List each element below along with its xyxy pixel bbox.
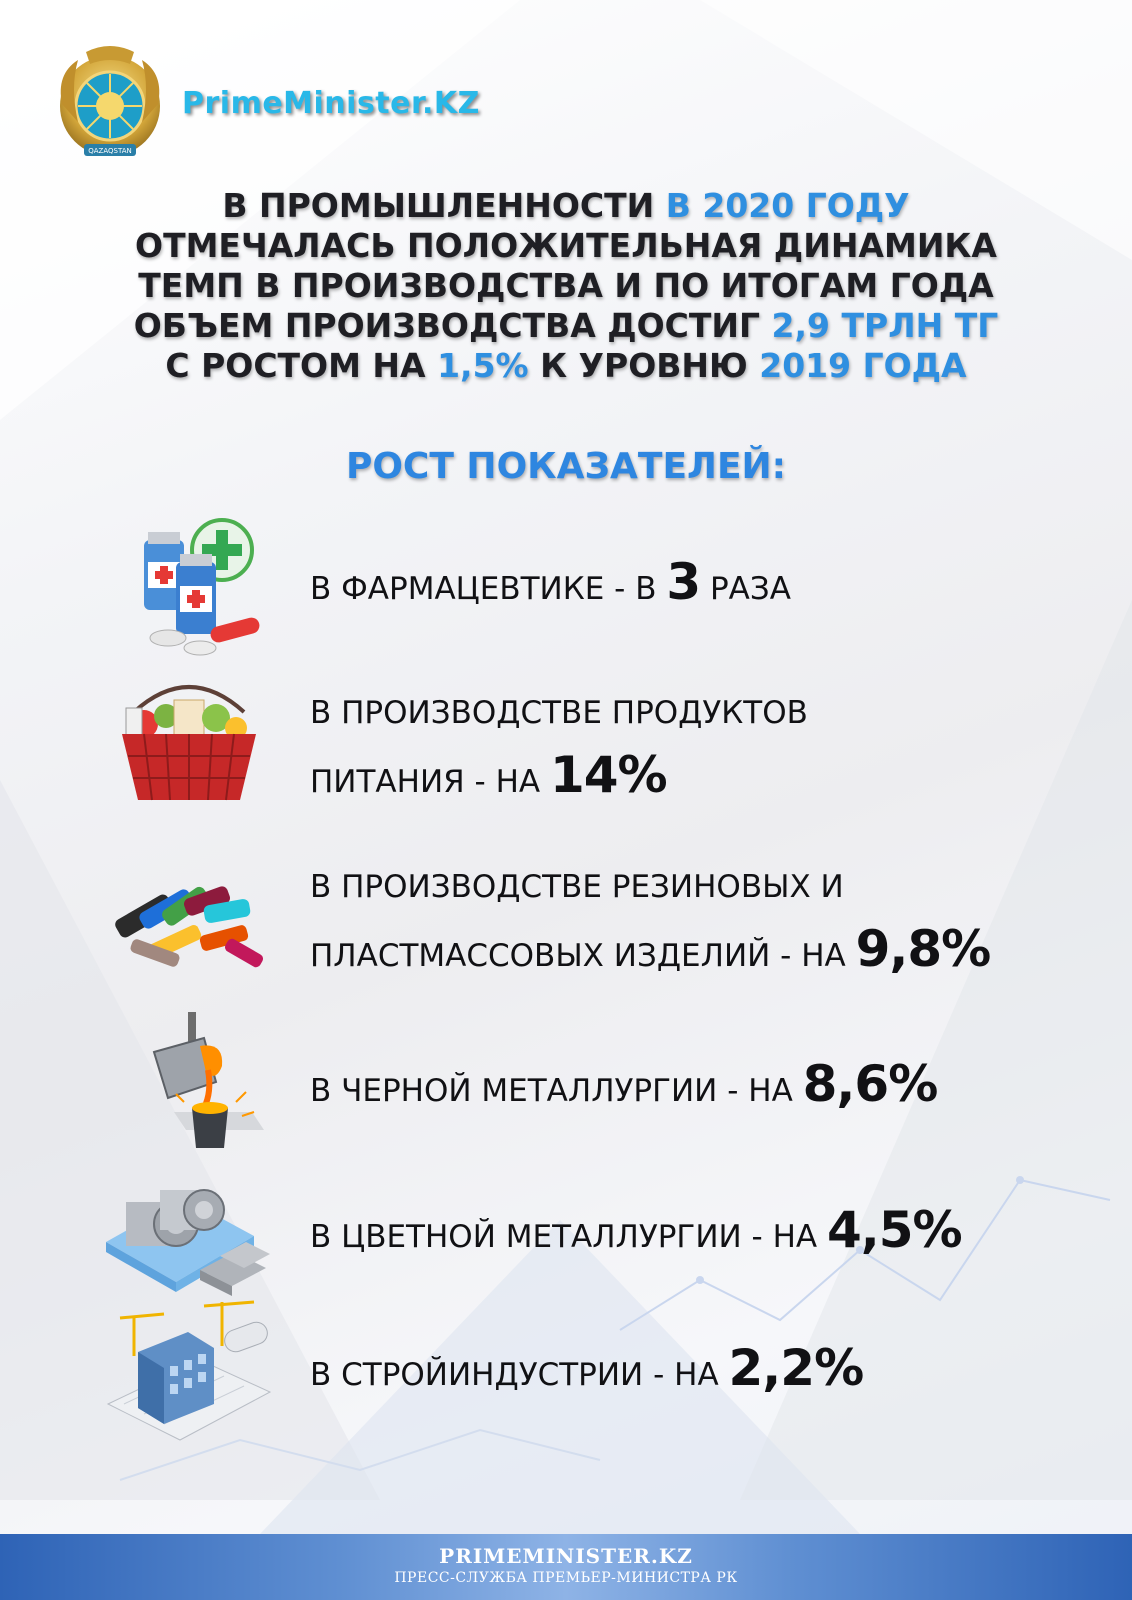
headline-text: ТЕМП В ПРОИЗВОДСТВА И ПО ИТОГАМ ГОДА [138,266,994,305]
headline-highlight: 2,9 ТРЛН ТГ [771,306,999,345]
headline [0,186,1132,386]
indicator-ferrous-metallurgy [104,1012,1094,1162]
steel-ladle-icon [104,1012,274,1162]
headline-text: С РОСТОМ НА [165,346,438,385]
indicator-label: В ЧЕРНОЙ МЕТАЛЛУРГИИ - НА [310,1072,803,1109]
indicator-value: 2,2% [728,1338,864,1397]
headline-text: ОТМЕЧАЛАСЬ ПОЛОЖИТЕЛЬНАЯ ДИНАМИКА [135,226,997,265]
indicator-label: ПИТАНИЯ - НА [310,763,550,800]
indicator-label: В ФАРМАЦЕВТИКЕ - В [310,570,667,607]
construction-blueprint-icon [104,1296,274,1446]
indicator-value: 8,6% [802,1054,938,1113]
headline-highlight: 1,5% [437,346,529,385]
footer-site[interactable]: PRIMEMINISTER.KZ [439,1544,693,1568]
indicator-label: В ПРОИЗВОДСТВЕ ПРОДУКТОВ [310,694,808,731]
indicator-value: 9,8% [855,919,991,978]
kazakhstan-emblem-icon [56,44,164,168]
indicator-value: 3 [666,552,701,611]
headline-highlight: В 2020 ГОДУ [665,186,910,225]
pharmacy-icon [104,510,274,660]
headline-text: К УРОВНЮ [528,346,760,385]
headline-text: ОБЪЕМ ПРОИЗВОДСТВА ДОСТИГ [133,306,772,345]
headline-highlight: 2019 ГОДА [759,346,967,385]
indicator-pharmacy [104,510,1094,660]
footer-caption: ПРЕСС-СЛУЖБА ПРЕМЬЕР-МИНИСТРА РК [394,1570,738,1586]
headline-text: В ПРОМЫШЛЕННОСТИ [222,186,666,225]
indicator-label: В СТРОЙИНДУСТРИИ - НА [310,1356,729,1393]
metal-rolls-ingots-icon [104,1158,274,1308]
indicator-rubber-plastics [104,846,1094,996]
indicator-value: 4,5% [826,1200,962,1259]
footer-banner [0,1534,1132,1600]
grocery-basket-icon [104,672,274,822]
indicator-label: В ЦВЕТНОЙ МЕТАЛЛУРГИИ - НА [310,1218,827,1255]
indicator-construction [104,1296,1094,1446]
indicator-label: В ПРОИЗВОДСТВЕ РЕЗИНОВЫХ И [310,868,844,905]
indicator-label: ПЛАСТМАССОВЫХ ИЗДЕЛИЙ - НА [310,937,856,974]
indicator-nonferrous-metallurgy [104,1158,1094,1308]
indicator-value: 14% [549,745,667,804]
indicator-food [104,672,1094,822]
indicator-label: РАЗА [700,570,791,607]
site-header [56,44,480,168]
svg-text:QAZAQSTAN: QAZAQSTAN [88,147,132,155]
rubber-plastic-profiles-icon [104,846,274,996]
brand-title[interactable]: PrimeMinister.KZ [182,85,480,121]
section-title: РОСТ ПОКАЗАТЕЛЕЙ: [345,446,787,487]
